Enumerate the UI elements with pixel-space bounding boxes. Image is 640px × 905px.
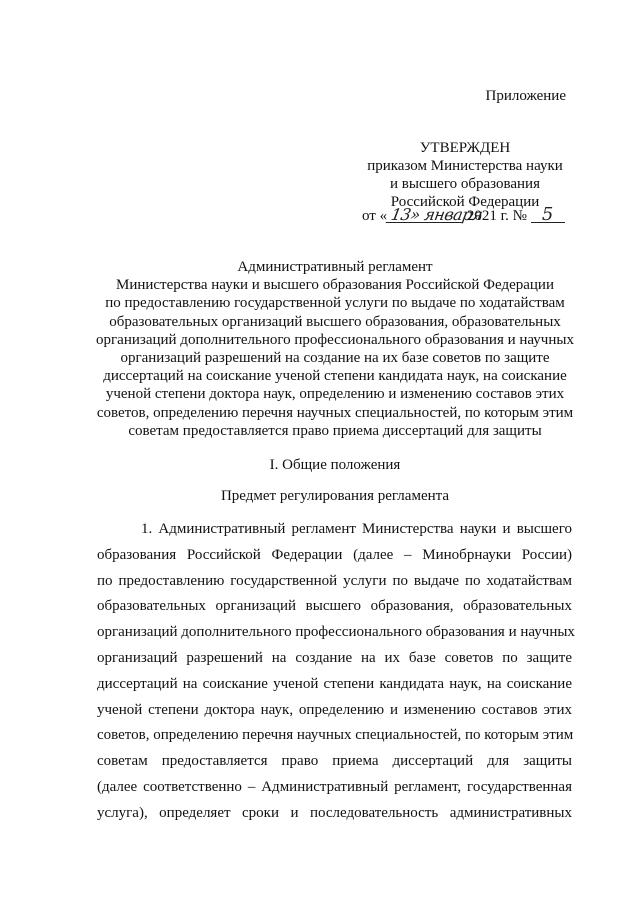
title-line: советам предоставляется право приема диссертаций для защиты — [128, 422, 542, 439]
approval-block — [360, 139, 570, 211]
regulation-title — [90, 258, 580, 440]
handwritten-date: 13» января — [386, 208, 465, 223]
order-date-line — [362, 204, 565, 225]
body-line: организаций дополнительного профессионального образования и научных — [97, 624, 575, 641]
title-line: советов, определению перечня научных специальностей, по которым этим — [96, 404, 574, 421]
title-line: Министерства науки и высшего образования Российской Федерации — [115, 277, 554, 294]
title-line: ученой степени доктора наук, определению и изменению составов этих — [105, 386, 565, 403]
title-line: образовательных организаций высшего образования, образовательных — [109, 313, 561, 330]
title-line: диссертаций на соискание ученой степени кандидата наук, на соискание — [103, 368, 567, 385]
body-line: услуга), определяет сроки и последовательность административных — [97, 804, 572, 821]
handwritten-order-number: 5 — [531, 208, 565, 223]
title-line: организаций разрешений на создание на их базе советов по защите — [120, 350, 550, 367]
body-line: образования Российской Федерации (далее – Минобрнауки России) — [97, 546, 572, 563]
title-line: организаций дополнительного профессионального образования и научных — [96, 331, 574, 348]
body-line: советам предоставляется право приема диссертаций для защиты — [97, 753, 572, 770]
body-line: образовательных организаций высшего образования, образовательных — [97, 598, 572, 615]
body-line: советов, определению перечня научных специальностей, по которым этим — [97, 727, 574, 744]
approved-line-3: Российской Федерации — [390, 194, 540, 210]
body-line: по предоставлению государственной услуги по выдаче по ходатайствам — [97, 572, 572, 589]
subsection-heading: Предмет регулирования регламента — [220, 488, 450, 504]
body-line: ученой степени доктора наук, определению и изменению составов этих — [97, 701, 572, 718]
order-from-text: от « — [362, 208, 388, 224]
body-line: 1. Административный регламент Министерства науки и высшего — [141, 521, 572, 537]
body-line: диссертаций на соискание ученой степени кандидата наук, на соискание — [97, 675, 572, 692]
title-line: Административный регламент — [237, 259, 433, 275]
approved-line-1: приказом Министерства науки — [367, 158, 563, 174]
order-year-text: 2021 г. № — [466, 208, 527, 224]
section-heading: I. Общие положения — [269, 457, 401, 473]
approved-line-2: и высшего образования — [390, 176, 540, 192]
title-line: по предоставлению государственной услуги по выдаче по ходатайствам — [105, 295, 565, 312]
body-paragraph — [97, 517, 575, 827]
body-line: организаций разрешений на создание на их базе советов по защите — [97, 649, 572, 666]
approved-heading: УТВЕРЖДЕН — [419, 140, 511, 156]
appendix-label: Приложение — [485, 88, 566, 104]
body-line: (далее соответственно – Административный регламент, государственная — [97, 778, 572, 795]
